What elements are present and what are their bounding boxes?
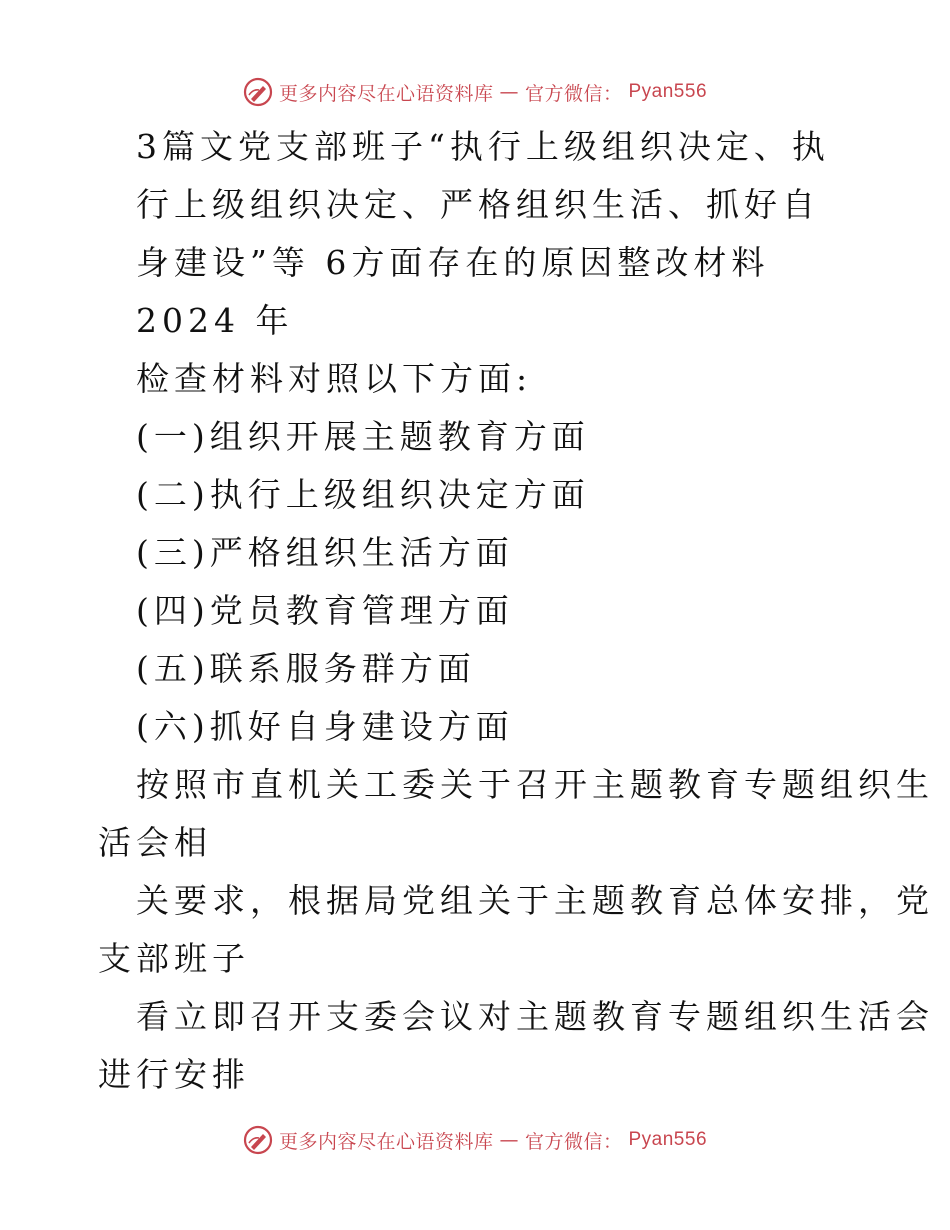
paragraph-line-3: 关要求，根据局党组关于主题教育总体安排，党: [136, 881, 934, 920]
list-item-2: (二)执行上级组织决定方面: [136, 475, 590, 514]
paragraph-line-6: 进行安排: [98, 1055, 250, 1094]
list-item-6: (六)抓好自身建设方面: [136, 707, 514, 746]
paragraph-line-2: 活会相: [98, 823, 212, 862]
paragraph-line-5: 看立即召开支委会议对主题教育专题组织生活会: [136, 997, 934, 1036]
title-line-2: 行上级组织决定、严格组织生活、抓好自: [136, 185, 820, 224]
watermark-separator: —: [499, 81, 519, 103]
paragraph-line-1: 按照市直机关工委关于召开主题教育专题组织生: [136, 765, 934, 804]
watermark-wechat-id: Pyan556: [628, 1129, 708, 1150]
intro-line: 检查材料对照以下方面:: [136, 359, 533, 398]
paragraph-line-4: 支部班子: [98, 939, 250, 978]
list-item-3: (三)严格组织生活方面: [136, 533, 514, 572]
watermark-text: 更多内容尽在心语资料库: [278, 82, 494, 105]
list-item-5: (五)联系服务群方面: [136, 649, 476, 688]
watermark-text: 更多内容尽在心语资料库: [278, 1130, 494, 1153]
watermark-banner-bottom: [0, 1120, 950, 1160]
watermark-wechat-label: 官方微信：: [524, 1130, 623, 1153]
title-line-1: 3篇文党支部班子“执行上级组织决定、执: [136, 127, 830, 166]
list-item-4: (四)党员教育管理方面: [136, 591, 514, 630]
watermark-wechat-id: Pyan556: [628, 81, 708, 102]
year-line: 2024 年: [136, 301, 294, 340]
pen-logo-icon: [243, 1125, 273, 1155]
watermark-banner-top: [0, 72, 950, 112]
list-item-1: (一)组织开展主题教育方面: [136, 417, 590, 456]
document-body: [98, 118, 934, 1104]
title-line-3: 身建设”等 6方面存在的原因整改材料: [136, 243, 770, 282]
pen-logo-icon: [243, 77, 273, 107]
watermark-wechat-label: 官方微信：: [524, 82, 623, 105]
watermark-separator: —: [499, 1129, 519, 1151]
